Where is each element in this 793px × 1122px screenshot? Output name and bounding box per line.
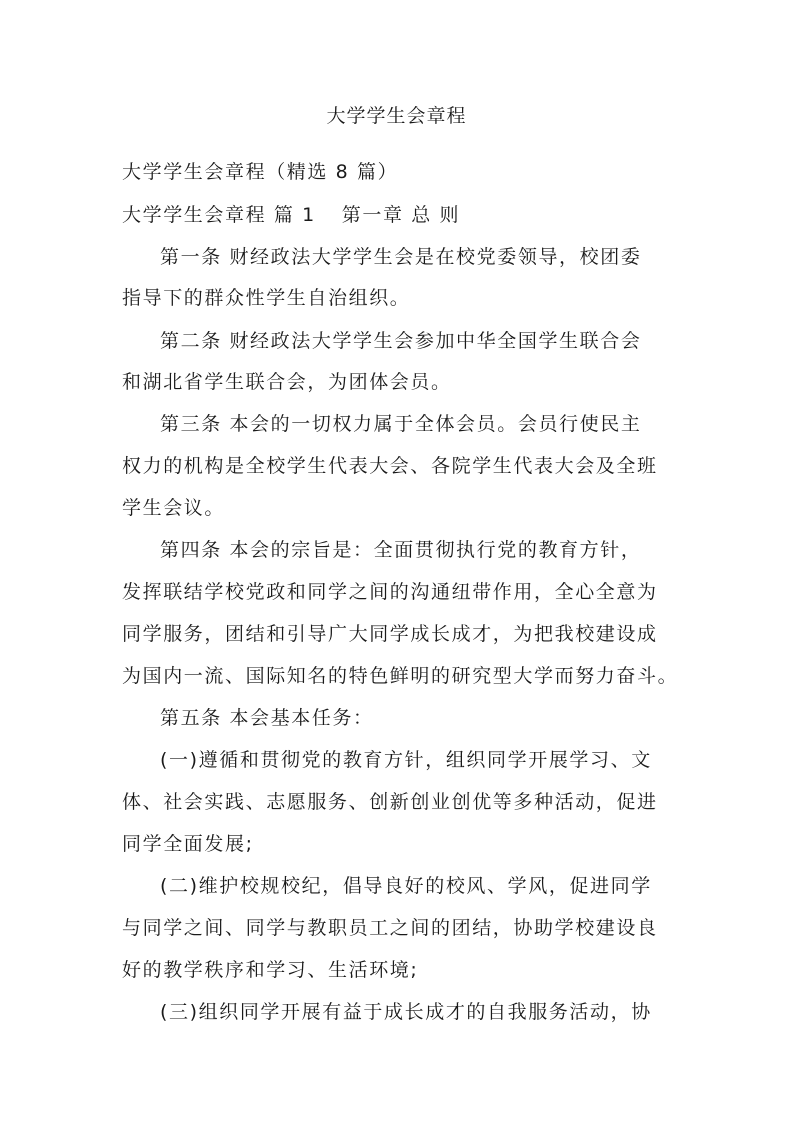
paragraph-line: 好的教学秩序和学习、生活环境; — [122, 959, 419, 981]
paragraph-line: (二)维护校规校纪，倡导良好的校风、学风，促进同学 — [160, 875, 652, 897]
section-heading — [122, 201, 682, 229]
section-heading-part1: 大学学生会章程 篇 1 — [122, 204, 316, 226]
paragraph-line: 第三条 本会的一切权力属于全体会员。会员行使民主 — [160, 413, 642, 435]
page-title: 大学学生会章程 — [326, 105, 467, 127]
paragraph-line: 与同学之间、同学与教职员工之间的团结，协助学校建设良 — [122, 917, 658, 939]
paragraph-line: 学生会议。 — [122, 497, 226, 519]
paragraph-line: (三)组织同学开展有益于成长成才的自我服务活动，协 — [160, 1001, 652, 1023]
paragraph-line: 第四条 本会的宗旨是：全面贯彻执行党的教育方针， — [160, 539, 642, 561]
paragraph-line: 同学全面发展; — [122, 833, 254, 855]
paragraph-line: 为国内一流、国际知名的特色鲜明的研究型大学而努力奋斗。 — [122, 665, 679, 687]
paragraph-line: 同学服务，团结和引导广大同学成长成才，为把我校建设成 — [122, 623, 658, 645]
document-subtitle: 大学学生会章程（精选 8 篇） — [122, 161, 399, 183]
paragraph-line: 第五条 本会基本任务： — [160, 707, 374, 729]
paragraph-line: 权力的机构是全校学生代表大会、各院学生代表大会及全班 — [122, 455, 658, 477]
paragraph-line: 第二条 财经政法大学学生会参加中华全国学生联合会 — [160, 330, 642, 352]
paragraph-line: 第一条 财经政法大学学生会是在校党委领导，校团委 — [160, 246, 642, 268]
section-heading-part2: 第一章 总 则 — [341, 204, 461, 226]
paragraph-line: 和湖北省学生联合会，为团体会员。 — [122, 371, 452, 393]
paragraph-line: (一)遵循和贯彻党的教育方针，组织同学开展学习、文 — [160, 749, 652, 771]
paragraph-line: 指导下的群众性学生自治组织。 — [122, 287, 411, 309]
paragraph-line: 发挥联结学校党政和同学之间的沟通纽带作用，全心全意为 — [122, 581, 658, 603]
paragraph-line: 体、社会实践、志愿服务、创新创业创优等多种活动，促进 — [122, 791, 658, 813]
